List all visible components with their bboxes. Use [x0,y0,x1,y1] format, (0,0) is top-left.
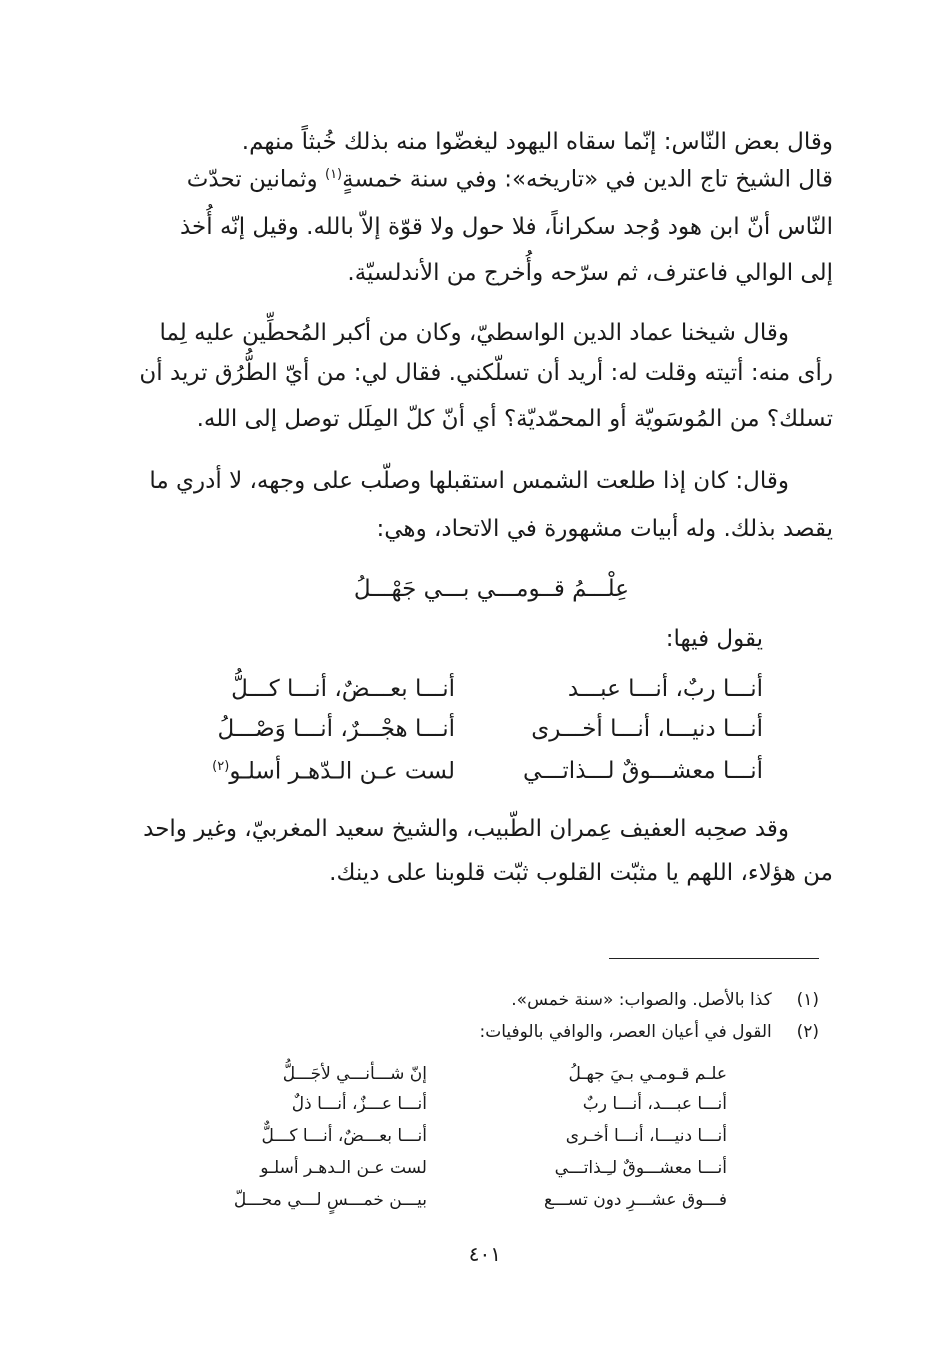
footnote-ref-2: (٢) [212,759,230,774]
footnote-separator [609,958,819,959]
paragraph-2-line-1-tail: وثمانين تحدّث [186,166,318,193]
footnote-verse-1-left: إنّ شـــأنـــي لأجَـــلُّ [282,1064,427,1084]
verse-3-left-text: لست عـن الـدّهـر أسلـو [229,758,455,785]
verse-intro: يقول فيها: [665,626,763,652]
paragraph-2-line-2: النّاس أنّ ابن هود وُجد سكراناً، فلا حول ولا قوّة إلاّ بالله. وقيل إنّه أُخذ [179,214,833,240]
paragraph-3-line-3: تسلك؟ من المُوسَويّة أو المحمّديّة؟ أي أنّ كلّ المِلَل توصل إلى الله. [196,406,833,432]
paragraph-5-line-1: وقد صحِبه العفيف عِمران الطّبيب، والشيخ سعيد المغربيّ، وغير واحد [143,816,789,842]
centered-verse: عِلْـــمُ قــومـــي بـــي جَهْـــلُ [353,576,629,602]
paragraph-3-line-1: وقال شيخنا عماد الدين الواسطيّ، وكان من أكبر المُحطِّين عليه لِما [159,320,789,346]
page-number: ٤٠١ [468,1242,501,1266]
footnote-verse-3-left: أنـــا بعـــضٌ، أنـــا كـــلٌّ [261,1126,427,1146]
footnote-verse-5-right: فـــوق عشـــرِ دون تســـع [543,1190,727,1210]
footnote-verse-1-right: علـم قـومـي بـيَ جهـلُ [568,1064,727,1084]
footnote-2-text: القول في أعيان العصر، والوافي بالوفيات: [479,1022,772,1042]
verse-2-right: أنـــا دنيـــا، أنـــا أخـــرى [531,716,763,742]
footnote-1 [511,992,819,1009]
paragraph-1-line-1: وقال بعض النّاس: إنّما سقاه اليهود ليغضّوا منه بذلك خُبثاً منهم. [241,129,833,155]
footnote-1-number: (١) [796,990,819,1010]
paragraph-2-line-1 [187,168,833,192]
verse-3-left [212,760,455,784]
paragraph-4-line-2: يقصد بذلك. وله أبيات مشهورة في الاتحاد، وهي: [376,516,833,542]
verse-1-right: أنـــا ربٌ، أنـــا عبـــد [567,676,763,702]
footnote-verse-4-left: لست عـن الـدهـر أسلـو [260,1158,427,1178]
footnote-verse-2-right: أنـــا عبـــد، أنـــا ربٌ [582,1094,727,1114]
footnote-1-text: كذا بالأصل. والصواب: «سنة خمس». [511,990,772,1010]
paragraph-4-line-1: وقال: كان إذا طلعت الشمس استقبلها وصلّب على وجهه، لا أدري ما [149,468,789,494]
footnote-verse-4-right: أنـــا معشـــوقٌ لـِـذاتـــي [554,1158,727,1178]
footnote-verse-2-left: أنـــا عـــزٌ، أنـــا ذلٌ [291,1094,427,1114]
verse-2-left: أنـــا هجْـــرٌ، أنـــا وَصْـــلُ [217,716,455,742]
paragraph-5-line-2: من هؤلاء، اللهم يا مثبّت القلوب ثبّت قلوبنا على دينك. [329,860,833,886]
footnote-ref-1: (١) [324,167,343,182]
verse-3-right: أنـــا معشـــوقٌ لـــذاتـــي [523,758,763,784]
footnote-verse-3-right: أنـــا دنيـــا، أنـــا أخـرى [565,1126,727,1146]
verse-1-left: أنـــا بعـــضٌ، أنـــا كـــلُّ [231,676,455,702]
paragraph-2-line-1-head: قال الشيخ تاج الدين في «تاريخه»: وفي سنة خمسةٍ [342,166,833,193]
footnote-2-number: (٢) [796,1022,819,1042]
footnote-2 [479,1024,819,1041]
paragraph-3-line-2: رأى منه: أتيته وقلت له: أريد أن تسلّكني. فقال لي: من أيّ الطُّرُق تريد أن [139,360,833,386]
paragraph-2-line-3: إلى الوالي فاعترف، ثم سرّحه وأُخرج من الأندلسيّة. [347,260,833,286]
footnote-verse-5-left: بيـــن خمـــسٍ لـــي محـــلّ [233,1190,427,1210]
